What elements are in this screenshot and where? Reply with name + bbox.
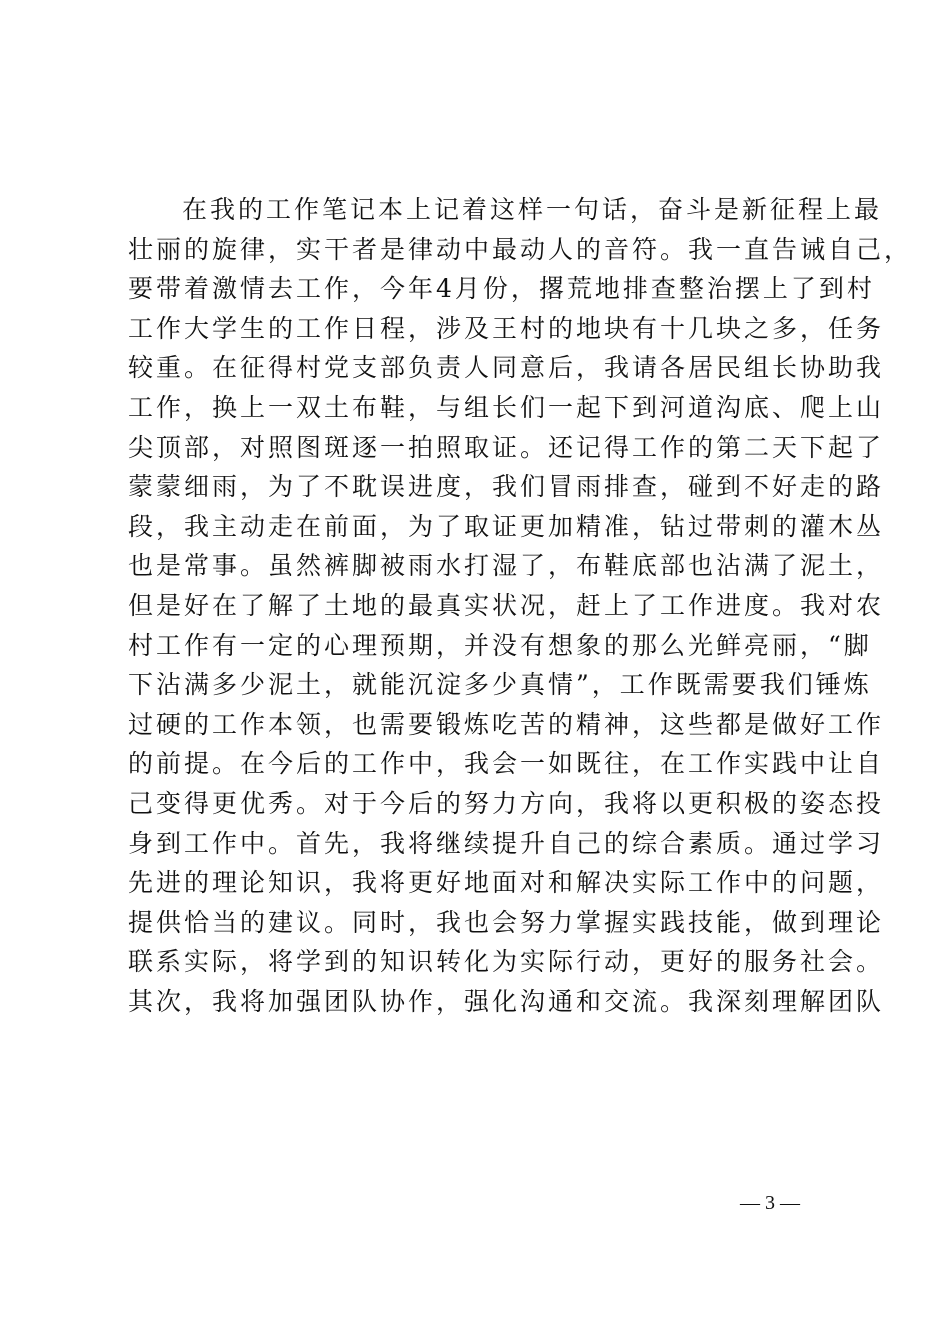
text-line: 下沾满多少泥土，就能沉淀多少真情”，工作既需要我们锤炼 (128, 670, 872, 700)
text-line: 也是常事。虽然裤脚被雨水打湿了，布鞋底部也沾满了泥土， (128, 551, 885, 581)
text-line: 的前提。在今后的工作中，我会一如既往，在工作实践中让自 (128, 749, 885, 779)
text-line: 提供恰当的建议。同时，我也会努力掌握实践技能，做到理论 (128, 907, 885, 937)
text-line: 段，我主动走在前面，为了取证更加精准，钻过带刺的灌木丛 (128, 511, 885, 541)
text-line: 要带着激情去工作，今年4月份，撂荒地排查整治摆上了到村 (128, 274, 875, 304)
text-line: 工作大学生的工作日程，涉及王村的地块有十几块之多，任务 (128, 313, 885, 343)
body-paragraph (128, 190, 913, 1021)
text-line: 尖顶部，对照图斑逐一拍照取证。还记得工作的第二天下起了 (128, 432, 885, 462)
text-line: 壮丽的旋律，实干者是律动中最动人的音符。我一直告诫自己， (128, 234, 913, 264)
text-line: 在我的工作笔记本上记着这样一句话，奋斗是新征程上最 (182, 195, 883, 224)
text-line: 己变得更优秀。对于今后的努力方向，我将以更积极的姿态投 (128, 788, 885, 818)
text-line: 工作，换上一双土布鞋，与组长们一起下到河道沟底、爬上山 (128, 392, 885, 422)
page-number: — 3 — (740, 1192, 800, 1214)
text-line: 但是好在了解了土地的最真实状况，赶上了工作进度。我对农 (128, 590, 885, 620)
text-line: 其次，我将加强团队协作，强化沟通和交流。我深刻理解团队 (128, 986, 885, 1016)
text-line: 较重。在征得村党支部负责人同意后，我请各居民组长协助我 (128, 353, 885, 383)
text-line: 蒙蒙细雨，为了不耽误进度，我们冒雨排查，碰到不好走的路 (128, 472, 885, 502)
text-line: 身到工作中。首先，我将继续提升自己的综合素质。通过学习 (128, 828, 885, 858)
text-line: 联系实际，将学到的知识转化为实际行动，更好的服务社会。 (128, 947, 885, 977)
text-line: 村工作有一定的心理预期，并没有想象的那么光鲜亮丽，“脚 (128, 630, 872, 660)
text-line: 过硬的工作本领，也需要锻炼吃苦的精神，这些都是做好工作 (128, 709, 885, 739)
text-line: 先进的理论知识，我将更好地面对和解决实际工作中的问题， (128, 868, 885, 898)
